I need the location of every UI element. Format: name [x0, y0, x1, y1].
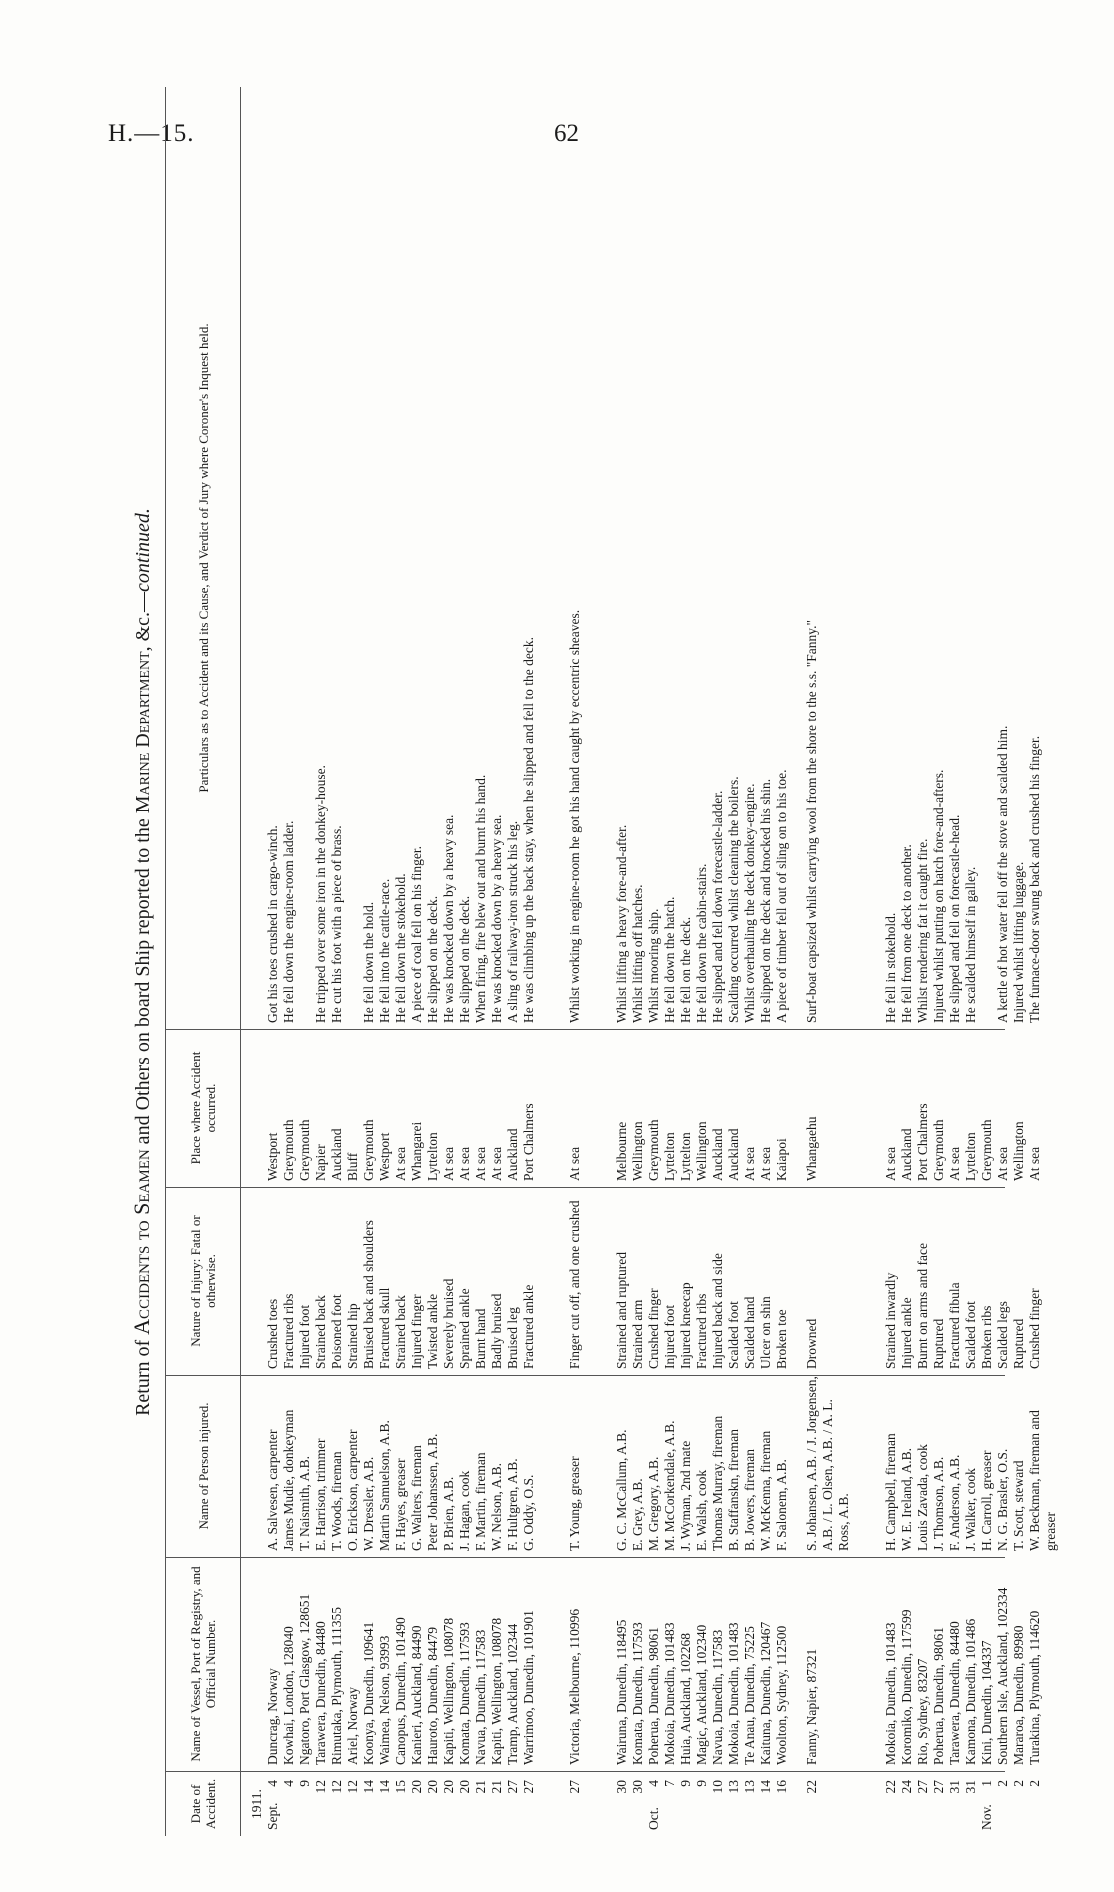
- injury-nature: Scalded foot: [962, 1301, 978, 1369]
- accident-particulars: He slipped on the deck.: [425, 895, 440, 1023]
- accident-particulars: [345, 87, 361, 1029]
- person-name: J. Thomson, A.B.: [930, 1456, 946, 1551]
- person-name: N. G. Brasler, O.S.: [994, 1448, 1010, 1551]
- injury-nature: Scalded foot: [725, 1301, 741, 1369]
- vessel-name: Komata, Dunedin, 117593: [457, 1622, 472, 1765]
- accident-place: At sea: [994, 1146, 1010, 1181]
- vessel-name: Koonya, Dunedin, 109641: [361, 1621, 376, 1765]
- vessel-name: Koromiko, Dunedin, 117599: [898, 1609, 914, 1765]
- injury-nature: Strained back: [393, 1295, 408, 1369]
- person-name: James Mudie, donkeyman: [281, 1409, 296, 1551]
- injury-nature: Injured kneecap: [677, 1282, 693, 1369]
- col-header-vessel: Name of Vessel, Port of Registry, and Official Number.: [165, 1557, 241, 1771]
- year-label: 1911.: [249, 1789, 264, 1819]
- vessel-name: Ariel, Norway: [345, 1687, 360, 1765]
- day-value: 9: [297, 1780, 312, 1787]
- accident-particulars: He fell from one deck to another.: [898, 844, 914, 1023]
- person-name: T. Young, greaser: [567, 1456, 583, 1551]
- injury-nature: Injured back and side: [709, 1253, 725, 1369]
- injury-nature: Strained and ruptured: [613, 1252, 629, 1369]
- vessel-name: Warrimoo, Dunedin, 101901: [521, 1610, 536, 1765]
- injury-nature: Finger cut off, and one crushed: [567, 1200, 583, 1369]
- person-name: T. Naismith, A.B.: [297, 1455, 312, 1551]
- injury-nature: Broken toe: [773, 1309, 789, 1369]
- person-name: W. Beckman, fireman and greaser: [1026, 1410, 1058, 1551]
- injury-nature: Sprained ankle: [457, 1288, 472, 1369]
- person-name: H. Campbell, fireman: [882, 1433, 898, 1551]
- vessel-name: Rio, Sydney, 83207: [914, 1658, 930, 1765]
- accident-place: Westport: [377, 1132, 392, 1181]
- accident-place: Auckland: [329, 1128, 344, 1181]
- col-place: [165, 1029, 1042, 1188]
- vessel-name: Te Anau, Dunedin, 75225: [741, 1626, 757, 1765]
- accident-place: At sea: [1026, 1146, 1042, 1181]
- person-name: G. Walters, fireman: [409, 1445, 424, 1551]
- person-name: W. E. Ireland, A.B.: [898, 1448, 914, 1551]
- page-ref: H.—15.: [108, 120, 195, 147]
- day-value: 27: [505, 1780, 520, 1794]
- accident-particulars: He fell down the hold.: [361, 901, 376, 1023]
- accident-place: Kaiapoi: [773, 1138, 789, 1181]
- person-name: S. Johansen, A.B. / J. Jorgensen, A.B. / L. Olsen, A.B. / A. L. Ross, A.B.: [804, 1376, 852, 1551]
- day-value: 24: [898, 1780, 914, 1794]
- day-value: 21: [489, 1780, 504, 1794]
- injury-nature: Ruptured: [1010, 1318, 1026, 1369]
- injury-nature: Broken ribs: [978, 1305, 994, 1369]
- vessel-name: Southern Isle, Auckland, 102334: [994, 1587, 1010, 1765]
- accident-particulars: He tripped over some iron in the donkey-house.: [313, 765, 328, 1023]
- day-value: 27: [567, 1780, 583, 1794]
- accident-place: Greymouth: [978, 1119, 994, 1181]
- accident-particulars: When firing, fire blew out and burnt his hand.: [473, 774, 488, 1023]
- accident-particulars: Got his toes crushed in cargo-winch.: [265, 825, 280, 1023]
- vessel-name: Mokoia, Dunedin, 101483: [725, 1622, 741, 1765]
- day-value: 4: [281, 1780, 296, 1787]
- day-value: 31: [962, 1780, 978, 1794]
- person-name: E. Harrison, trimmer: [313, 1438, 328, 1551]
- day-value: 22: [804, 1780, 820, 1794]
- accident-place: At sea: [489, 1146, 504, 1181]
- accident-place: Greymouth: [930, 1119, 946, 1181]
- day-value: 2: [994, 1780, 1010, 1787]
- person-name: M. Gregory, A.B.: [645, 1456, 661, 1551]
- accident-place: Port Chalmers: [914, 1103, 930, 1181]
- person-name: O. Erickson, carpenter: [345, 1429, 360, 1551]
- day-value: 21: [473, 1780, 488, 1794]
- person-name: F. Salonem, A.B.: [773, 1459, 789, 1551]
- person-name: T. Woods, fireman: [329, 1451, 344, 1551]
- col-date: [165, 1772, 1042, 1836]
- col-header-place: Place where Accident occurred.: [165, 1029, 241, 1187]
- accident-place: At sea: [757, 1146, 773, 1181]
- injury-nature: Scalded legs: [994, 1301, 1010, 1369]
- vessel-name: Hauroto, Dunedin, 84479: [425, 1627, 440, 1765]
- day-value: 7: [661, 1780, 677, 1787]
- vessel-name: Victoria, Melbourne, 110996: [567, 1608, 583, 1765]
- col-header-injury: Nature of Injury: Fatal or otherwise.: [165, 1187, 241, 1375]
- accident-place: At sea: [946, 1146, 962, 1181]
- person-name: J. Walker, cook: [962, 1468, 978, 1551]
- day-value: 1: [978, 1780, 994, 1787]
- person-name: W. McKenna, fireman: [757, 1430, 773, 1551]
- person-name: P. Brien, A.B.: [441, 1476, 456, 1551]
- day-value: 20: [441, 1780, 456, 1794]
- accident-particulars: He fell on the deck.: [677, 916, 693, 1023]
- day-value: 14: [361, 1780, 376, 1794]
- day-value: 16: [773, 1780, 789, 1794]
- accident-place: Lyttelton: [661, 1132, 677, 1181]
- vessel-name: Woolton, Sydney, 112500: [773, 1625, 789, 1765]
- day-value: 20: [409, 1780, 424, 1794]
- day-value: 27: [521, 1780, 536, 1794]
- injury-nature: Injured foot: [661, 1304, 677, 1369]
- accident-place: Melbourne: [613, 1121, 629, 1181]
- injury-nature: Ruptured: [930, 1318, 946, 1369]
- accident-particulars: Whilst mooring ship.: [645, 908, 661, 1023]
- day-value: 14: [757, 1780, 773, 1794]
- day-value: 12: [329, 1780, 344, 1794]
- person-name: E. Walsh, cook: [693, 1469, 709, 1551]
- col-header-particulars: Particulars as to Accident and its Cause, and Verdict of Jury where Coroner's Inquest held.: [165, 87, 241, 1029]
- accident-particulars: He slipped on the deck.: [457, 895, 472, 1023]
- person-name: Louis Zavada, cook: [914, 1444, 930, 1551]
- injury-nature: Strained arm: [629, 1299, 645, 1369]
- person-name: B. Jowers, fireman: [741, 1449, 757, 1551]
- accident-particulars: Whilst overhauling the deck donkey-engine.: [741, 783, 757, 1023]
- person-name: G. Oddy, O.S.: [521, 1474, 536, 1551]
- day-value: 10: [709, 1780, 725, 1794]
- accidents-table: [165, 88, 1058, 1836]
- accident-particulars: [297, 87, 313, 1029]
- day-value: 2: [1026, 1780, 1042, 1787]
- accident-particulars: Injured whilst lifting luggage.: [1010, 861, 1026, 1023]
- accident-place: Wellington: [693, 1121, 709, 1181]
- vessel-name: Tramp, Auckland, 102344: [505, 1623, 520, 1765]
- accident-particulars: A kettle of hot water fell off the stove and scalded him.: [994, 725, 1010, 1023]
- vessel-name: Mokoia, Dunedin, 101483: [661, 1622, 677, 1765]
- accident-particulars: He fell down the stokehold.: [393, 873, 408, 1023]
- injury-nature: Poisoned foot: [329, 1294, 344, 1369]
- injury-nature: Injured foot: [297, 1304, 312, 1369]
- vessel-name: Kanieri, Auckland, 84490: [409, 1625, 424, 1765]
- accident-particulars: He was climbing up the back stay, when he slipped and fell to the deck.: [521, 636, 536, 1023]
- vessel-name: Wairuna, Dunedin, 118495: [613, 1619, 629, 1765]
- injury-nature: Crushed toes: [265, 1298, 280, 1369]
- accident-place: Greymouth: [645, 1119, 661, 1181]
- accident-place: Wellington: [1010, 1121, 1026, 1181]
- injury-nature: Ulcer on shin: [757, 1296, 773, 1369]
- col-vessel: [165, 1557, 1042, 1772]
- vessel-name: Fanny, Napier, 87321: [804, 1648, 820, 1765]
- accident-particulars: He was knocked down by a heavy sea.: [441, 814, 456, 1023]
- accident-particulars: He slipped on the deck and knocked his shin.: [757, 778, 773, 1023]
- vessel-name: Navua, Dunedin, 117583: [709, 1629, 725, 1765]
- accident-place: Greymouth: [297, 1119, 312, 1181]
- vessel-name: Kowhai, London, 128040: [281, 1626, 296, 1765]
- injury-nature: Fractured ribs: [281, 1293, 296, 1369]
- injury-nature: Fractured fibula: [946, 1282, 962, 1369]
- day-value: 27: [914, 1780, 930, 1794]
- injury-nature: Injured finger: [409, 1294, 424, 1369]
- vessel-name: Huia, Auckland, 102268: [677, 1633, 693, 1765]
- vessel-name: Waimea, Nelson, 93993: [377, 1635, 392, 1765]
- accident-place: Greymouth: [361, 1119, 376, 1181]
- vessel-name: Poherua, Dunedin, 98061: [930, 1627, 946, 1765]
- injury-nature: Injured ankle: [898, 1297, 914, 1369]
- person-name: W. Dressler, A.B.: [361, 1456, 376, 1551]
- person-name: A. Salvesen, carpenter: [265, 1429, 280, 1551]
- injury-nature: Burnt hand: [473, 1308, 488, 1369]
- day-value: 13: [741, 1780, 757, 1794]
- accident-place: At sea: [473, 1146, 488, 1181]
- vessel-name: Mokoia, Dunedin, 101483: [882, 1622, 898, 1765]
- accident-particulars: Scalding occurred whilst cleaning the boilers.: [725, 776, 741, 1023]
- person-name: Peter Johanssen, A.B.: [425, 1433, 440, 1551]
- day-value: 15: [393, 1780, 408, 1794]
- person-name: F. Hayes, greaser: [393, 1458, 408, 1551]
- accident-place: Lyttelton: [425, 1132, 440, 1181]
- accident-particulars: A piece of timber fell out of sling on to his toe.: [773, 769, 789, 1023]
- injury-nature: Strained hip: [345, 1303, 360, 1369]
- day-value: 20: [425, 1780, 440, 1794]
- accident-place: Auckland: [725, 1128, 741, 1181]
- vessel-name: Kapiti, Wellington, 108078: [441, 1617, 456, 1765]
- day-value: 30: [613, 1780, 629, 1794]
- person-name: Martin Samuelson, A.B.: [377, 1420, 392, 1551]
- person-name: B. Staffanskn, fireman: [725, 1429, 741, 1551]
- person-name: F. Martin, fireman: [473, 1452, 488, 1551]
- day-value: 9: [693, 1780, 709, 1787]
- day-value: 2: [1010, 1780, 1026, 1787]
- injury-nature: Strained inwardly: [882, 1272, 898, 1369]
- person-name: W. Nelson, A.B.: [489, 1462, 504, 1551]
- day-value: 9: [677, 1780, 693, 1787]
- day-value: 13: [725, 1780, 741, 1794]
- vessel-name: Duncrag, Norway: [265, 1668, 280, 1765]
- day-value: 12: [345, 1780, 360, 1794]
- accident-place: At sea: [441, 1146, 456, 1181]
- day-value: 12: [313, 1780, 328, 1794]
- injury-nature: Fractured ankle: [521, 1284, 536, 1369]
- accident-particulars: Injured whilst putting on hatch fore-and-afters.: [930, 769, 946, 1023]
- accident-place: Greymouth: [281, 1119, 296, 1181]
- vessel-name: Tarawera, Dunedin, 84480: [946, 1621, 962, 1765]
- person-name: J. Wyman, 2nd mate: [677, 1440, 693, 1551]
- accident-place: At sea: [457, 1146, 472, 1181]
- day-value: 30: [629, 1780, 645, 1794]
- accident-place: At sea: [567, 1146, 583, 1181]
- accident-place: Auckland: [505, 1128, 520, 1181]
- col-injury: [165, 1187, 1042, 1376]
- accident-particulars: Whilst lifting a heavy fore-and-after.: [613, 824, 629, 1023]
- day-value: 31: [946, 1780, 962, 1794]
- injury-nature: Crushed finger: [645, 1288, 661, 1369]
- accident-particulars: Whilst lifting off hatches.: [629, 884, 645, 1023]
- accident-place: Port Chalmers: [521, 1103, 536, 1181]
- col-header-person: Name of Person injured.: [165, 1375, 241, 1557]
- accident-particulars: He was knocked down by a heavy sea.: [489, 814, 504, 1023]
- month-label: Oct.: [645, 1807, 661, 1830]
- day-value: 20: [457, 1780, 472, 1794]
- accident-place: At sea: [741, 1146, 757, 1181]
- accident-place: Napier: [313, 1144, 328, 1181]
- injury-nature: Bruised back and shoulders: [361, 1220, 376, 1369]
- person-name: F. Anderson, A.B.: [946, 1454, 962, 1551]
- accident-particulars: Whilst rendering fat it caught fire.: [914, 838, 930, 1023]
- accident-particulars: He slipped and fell down forecastle-ladder.: [709, 790, 725, 1023]
- accident-particulars: He fell down the cabin-stairs.: [693, 863, 709, 1023]
- vessel-name: Poherua, Dunedin, 98061: [645, 1627, 661, 1765]
- vessel-name: Navua, Dunedin, 117583: [473, 1629, 488, 1765]
- accident-particulars: He cut his foot with a piece of brass.: [329, 825, 344, 1023]
- injury-nature: Twisted ankle: [425, 1293, 440, 1369]
- day-value: 14: [377, 1780, 392, 1794]
- col-header-date: Date of Accident.: [165, 1772, 241, 1836]
- accident-particulars: He scalded himself in galley.: [962, 866, 978, 1023]
- accident-particulars: Whilst working in engine-room he got his hand caught by eccentric sheaves.: [567, 609, 583, 1023]
- day-value: 4: [265, 1780, 280, 1787]
- person-name: H. Carroll, greaser: [978, 1450, 994, 1551]
- person-name: M. McCorkendale, A.B.: [661, 1420, 677, 1551]
- accident-place: At sea: [393, 1146, 408, 1181]
- accident-particulars: He fell in stokehold.: [882, 912, 898, 1023]
- accident-place: Auckland: [709, 1128, 725, 1181]
- vessel-name: Rimutaka, Plymouth, 111355: [329, 1607, 344, 1765]
- accident-place: Lyttelton: [962, 1132, 978, 1181]
- injury-nature: Severely bruised: [441, 1278, 456, 1369]
- vessel-name: Kapiti, Wellington, 108078: [489, 1617, 504, 1765]
- vessel-name: Magic, Auckland, 102340: [693, 1624, 709, 1765]
- accident-place: Auckland: [898, 1128, 914, 1181]
- injury-nature: Scalded hand: [741, 1296, 757, 1369]
- day-value: 4: [645, 1780, 661, 1787]
- vessel-name: Turakina, Plymouth, 114620: [1026, 1610, 1042, 1765]
- accident-particulars: He fell down the hatch.: [661, 896, 677, 1023]
- accident-particulars: [979, 87, 995, 1029]
- injury-nature: Crushed finger: [1026, 1288, 1042, 1369]
- month-label: Sept.: [265, 1802, 280, 1830]
- accident-particulars: He slipped and fell on forecastle-head.: [946, 814, 962, 1023]
- injury-nature: Badly bruised: [489, 1293, 504, 1369]
- person-name: T. Scott, steward: [1010, 1460, 1026, 1551]
- vessel-name: Tarawera, Dunedin, 84480: [313, 1621, 328, 1765]
- person-name: F. Hultgren, A.B.: [505, 1458, 520, 1551]
- page-number: 62: [554, 120, 579, 147]
- person-name: Thomas Murray, fireman: [709, 1415, 725, 1551]
- vessel-name: Mararoa, Dunedin, 89980: [1010, 1625, 1026, 1765]
- accident-place: Westport: [265, 1132, 280, 1181]
- accident-place: Bluff: [345, 1152, 360, 1181]
- person-name: J. Hagan, cook: [457, 1470, 472, 1551]
- vessel-name: Canopus, Dunedin, 101490: [393, 1617, 408, 1765]
- injury-nature: Fractured skull: [377, 1287, 392, 1369]
- vessel-name: Kamona, Dunedin, 101486: [962, 1618, 978, 1765]
- vessel-name: Komata, Dunedin, 117593: [629, 1622, 645, 1765]
- accident-particulars: A sling of railway-iron struck his leg.: [505, 820, 520, 1023]
- day-value: 27: [930, 1780, 946, 1794]
- injury-nature: Bruised leg: [505, 1307, 520, 1369]
- accident-place: Wellington: [629, 1121, 645, 1181]
- accident-place: Whangarei: [409, 1121, 424, 1181]
- person-name: G. C. McCallum, A.B.: [613, 1429, 629, 1551]
- accident-particulars: The furnace-door swung back and crushed his finger.: [1026, 735, 1042, 1023]
- injury-nature: Strained back: [313, 1295, 328, 1369]
- rotated-table-frame: [125, 88, 1058, 1836]
- table-title: Return of Accidents to Seamen and Others on board Ship reported to the Marine Department, &c.—continued.: [129, 508, 154, 1416]
- col-particulars: [165, 87, 1042, 1030]
- accident-particulars: He fell into the cattle-race.: [377, 878, 392, 1023]
- vessel-name: Kaituna, Dunedin, 120467: [757, 1621, 773, 1765]
- accident-particulars: A piece of coal fell on his finger.: [409, 846, 424, 1023]
- injury-nature: Burnt on arms and face: [914, 1243, 930, 1369]
- accident-place: At sea: [882, 1146, 898, 1181]
- vessel-name: Ngatoro, Port Glasgow, 128651: [297, 1593, 312, 1765]
- person-name: E. Grey, A.B.: [629, 1478, 645, 1551]
- day-value: 22: [882, 1780, 898, 1794]
- accident-particulars: He fell down the engine-room ladder.: [281, 820, 296, 1023]
- col-person: [165, 1375, 1058, 1558]
- accident-particulars: Surf-boat capsized whilst carrying wool from the shore to the s.s. "Fanny.": [804, 619, 820, 1023]
- vessel-name: Kini, Dunedin, 104337: [978, 1640, 994, 1765]
- injury-nature: Fractured ribs: [693, 1293, 709, 1369]
- accident-place: Lyttelton: [677, 1132, 693, 1181]
- accident-place: Whangaehu: [804, 1116, 820, 1181]
- injury-nature: Drowned: [804, 1318, 820, 1369]
- month-label: Nov.: [978, 1804, 994, 1830]
